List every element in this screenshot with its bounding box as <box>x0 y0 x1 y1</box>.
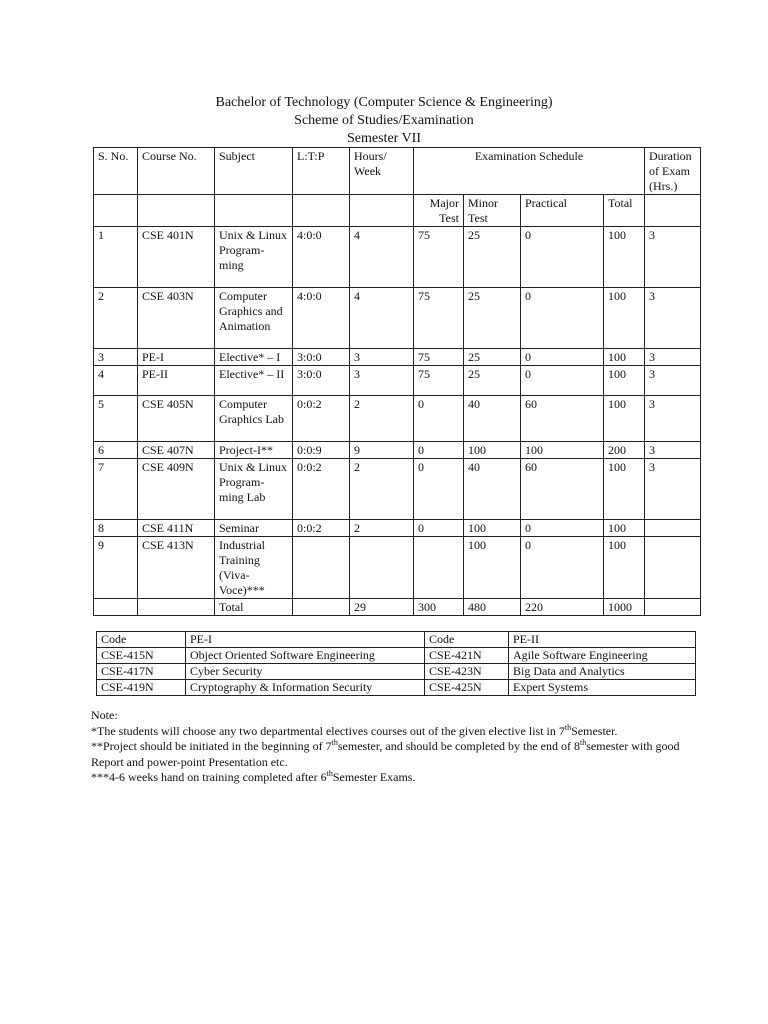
electives-row <box>97 680 696 696</box>
scheme-row <box>94 288 701 349</box>
cell-duration <box>645 520 701 537</box>
cell-practical: 0 <box>521 349 604 366</box>
cell-total: 100 <box>604 227 645 288</box>
cell-course: CSE 403N <box>138 288 215 349</box>
cell-practical: 60 <box>521 396 604 442</box>
document-subtitle: Scheme of Studies/Examination <box>294 113 474 128</box>
electives-table <box>96 631 696 696</box>
cell-sno: 1 <box>94 227 138 288</box>
scheme-table <box>93 147 701 616</box>
scheme-row <box>94 227 701 288</box>
header-exam-schedule: Examination Schedule <box>414 148 645 195</box>
scheme-row <box>94 459 701 520</box>
cell-sno: 9 <box>94 537 138 599</box>
elective-pe1: Object Oriented Software Engineering <box>186 648 425 664</box>
header-course: Course No. <box>138 148 215 195</box>
cell-hours: 2 <box>350 396 414 442</box>
cell-course: CSE 409N <box>138 459 215 520</box>
cell-hours: 2 <box>350 520 414 537</box>
cell-minor: 40 <box>464 396 521 442</box>
electives-row <box>97 648 696 664</box>
cell-major: 75 <box>414 227 464 288</box>
elective-code2: CSE-421N <box>425 648 509 664</box>
cell-major: 75 <box>414 366 464 396</box>
cell-minor: 100 <box>464 442 521 459</box>
document-title: Bachelor of Technology (Computer Science & Engineering) <box>215 95 553 110</box>
cell-practical: 0 <box>521 366 604 396</box>
cell-total: 100 <box>604 520 645 537</box>
cell-major: 0 <box>414 442 464 459</box>
cell-sno: 5 <box>94 396 138 442</box>
cell-practical: 0 <box>521 227 604 288</box>
scheme-total-row <box>94 599 701 616</box>
total-practical: 220 <box>521 599 604 616</box>
cell-duration <box>645 537 701 599</box>
notes-section <box>91 708 711 786</box>
cell-subject: Seminar <box>215 520 293 537</box>
elective-code1: CSE-415N <box>97 648 186 664</box>
cell-course: CSE 401N <box>138 227 215 288</box>
cell-sno: 6 <box>94 442 138 459</box>
cell-subject: Elective* – I <box>215 349 293 366</box>
cell-hours: 4 <box>350 227 414 288</box>
cell-duration: 3 <box>645 366 701 396</box>
header-practical: Practical <box>521 195 604 227</box>
cell-duration: 3 <box>645 227 701 288</box>
cell-practical: 0 <box>521 537 604 599</box>
cell-ltp: 3:0:0 <box>293 349 350 366</box>
header-minor-test: Minor Test <box>464 195 521 227</box>
header-sno: S. No. <box>94 148 138 195</box>
header-duration: Duration of Exam (Hrs.) <box>645 148 701 195</box>
cell-hours: 3 <box>350 349 414 366</box>
cell-major <box>414 537 464 599</box>
electives-row <box>97 664 696 680</box>
cell-ltp: 0:0:2 <box>293 520 350 537</box>
elective-pe2: Expert Systems <box>509 680 696 696</box>
cell-subject: Unix & Linux Program-ming Lab <box>215 459 293 520</box>
header-ltp: L:T:P <box>293 148 350 195</box>
cell-minor: 25 <box>464 349 521 366</box>
electives-header-pe-2: PE-II <box>509 632 696 648</box>
scheme-row <box>94 537 701 599</box>
header-total: Total <box>604 195 645 227</box>
header-hours: Hours/ Week <box>350 148 414 195</box>
cell-subject: Computer Graphics Lab <box>215 396 293 442</box>
cell-major: 0 <box>414 459 464 520</box>
cell-minor: 100 <box>464 537 521 599</box>
note-project: **Project should be initiated in the beginning of 7thsemester, and should be completed by the end of 8thsemester with good Report and power-point Presentation etc. <box>91 738 680 769</box>
cell-duration: 3 <box>645 396 701 442</box>
cell-ltp: 4:0:0 <box>293 288 350 349</box>
cell-total: 100 <box>604 459 645 520</box>
cell-major: 0 <box>414 520 464 537</box>
cell-minor: 25 <box>464 288 521 349</box>
cell-course: PE-I <box>138 349 215 366</box>
cell-ltp: 3:0:0 <box>293 366 350 396</box>
cell-subject: Computer Graphics and Animation <box>215 288 293 349</box>
elective-code2: CSE-425N <box>425 680 509 696</box>
total-total: 1000 <box>604 599 645 616</box>
electives-header-code-2: Code <box>425 632 509 648</box>
cell-course: PE-II <box>138 366 215 396</box>
electives-header-code-1: Code <box>97 632 186 648</box>
cell-hours: 9 <box>350 442 414 459</box>
cell-sno: 2 <box>94 288 138 349</box>
total-major: 300 <box>414 599 464 616</box>
cell-total: 100 <box>604 537 645 599</box>
cell-duration: 3 <box>645 288 701 349</box>
cell-hours: 2 <box>350 459 414 520</box>
cell-total: 100 <box>604 366 645 396</box>
cell-duration: 3 <box>645 349 701 366</box>
notes-label: Note: <box>91 708 118 722</box>
elective-pe1: Cyber Security <box>186 664 425 680</box>
elective-code2: CSE-423N <box>425 664 509 680</box>
cell-course: CSE 407N <box>138 442 215 459</box>
scheme-row <box>94 349 701 366</box>
scheme-header-row <box>94 148 701 195</box>
cell-ltp: 0:0:9 <box>293 442 350 459</box>
cell-practical: 0 <box>521 288 604 349</box>
cell-course: CSE 405N <box>138 396 215 442</box>
cell-major: 0 <box>414 396 464 442</box>
cell-duration: 3 <box>645 442 701 459</box>
cell-duration: 3 <box>645 459 701 520</box>
elective-code1: CSE-419N <box>97 680 186 696</box>
elective-pe2: Agile Software Engineering <box>509 648 696 664</box>
cell-practical: 0 <box>521 520 604 537</box>
scheme-subheader-row <box>94 195 701 227</box>
cell-ltp: 0:0:2 <box>293 459 350 520</box>
header-subject: Subject <box>215 148 293 195</box>
elective-pe2: Big Data and Analytics <box>509 664 696 680</box>
scheme-row <box>94 366 701 396</box>
cell-minor: 25 <box>464 227 521 288</box>
electives-header-pe-1: PE-I <box>186 632 425 648</box>
cell-subject: Unix & Linux Program-ming <box>215 227 293 288</box>
scheme-row <box>94 396 701 442</box>
cell-ltp: 4:0:0 <box>293 227 350 288</box>
cell-subject: Project-I** <box>215 442 293 459</box>
cell-total: 100 <box>604 288 645 349</box>
semester-heading: Semester VII <box>347 131 421 146</box>
cell-total: 200 <box>604 442 645 459</box>
total-label: Total <box>215 599 293 616</box>
cell-major: 75 <box>414 349 464 366</box>
cell-course: CSE 413N <box>138 537 215 599</box>
cell-hours <box>350 537 414 599</box>
total-minor: 480 <box>464 599 521 616</box>
cell-hours: 4 <box>350 288 414 349</box>
cell-practical: 60 <box>521 459 604 520</box>
cell-practical: 100 <box>521 442 604 459</box>
cell-total: 100 <box>604 396 645 442</box>
cell-ltp <box>293 537 350 599</box>
cell-ltp: 0:0:2 <box>293 396 350 442</box>
elective-code1: CSE-417N <box>97 664 186 680</box>
electives-header-row <box>97 632 696 648</box>
cell-subject: Industrial Training (Viva-Voce)*** <box>215 537 293 599</box>
elective-pe1: Cryptography & Information Security <box>186 680 425 696</box>
cell-sno: 4 <box>94 366 138 396</box>
cell-total: 100 <box>604 349 645 366</box>
note-electives: *The students will choose any two departmental electives courses out of the given elective list in 7thSemester. <box>91 722 618 738</box>
cell-subject: Elective* – II <box>215 366 293 396</box>
cell-sno: 3 <box>94 349 138 366</box>
total-hours: 29 <box>350 599 414 616</box>
cell-minor: 100 <box>464 520 521 537</box>
cell-hours: 3 <box>350 366 414 396</box>
scheme-row <box>94 442 701 459</box>
note-training: ***4-6 weeks hand on training completed after 6thSemester Exams. <box>91 769 416 784</box>
cell-minor: 25 <box>464 366 521 396</box>
cell-major: 75 <box>414 288 464 349</box>
scheme-row <box>94 520 701 537</box>
cell-sno: 7 <box>94 459 138 520</box>
header-major-test: Major Test <box>414 195 464 227</box>
cell-sno: 8 <box>94 520 138 537</box>
cell-minor: 40 <box>464 459 521 520</box>
cell-course: CSE 411N <box>138 520 215 537</box>
